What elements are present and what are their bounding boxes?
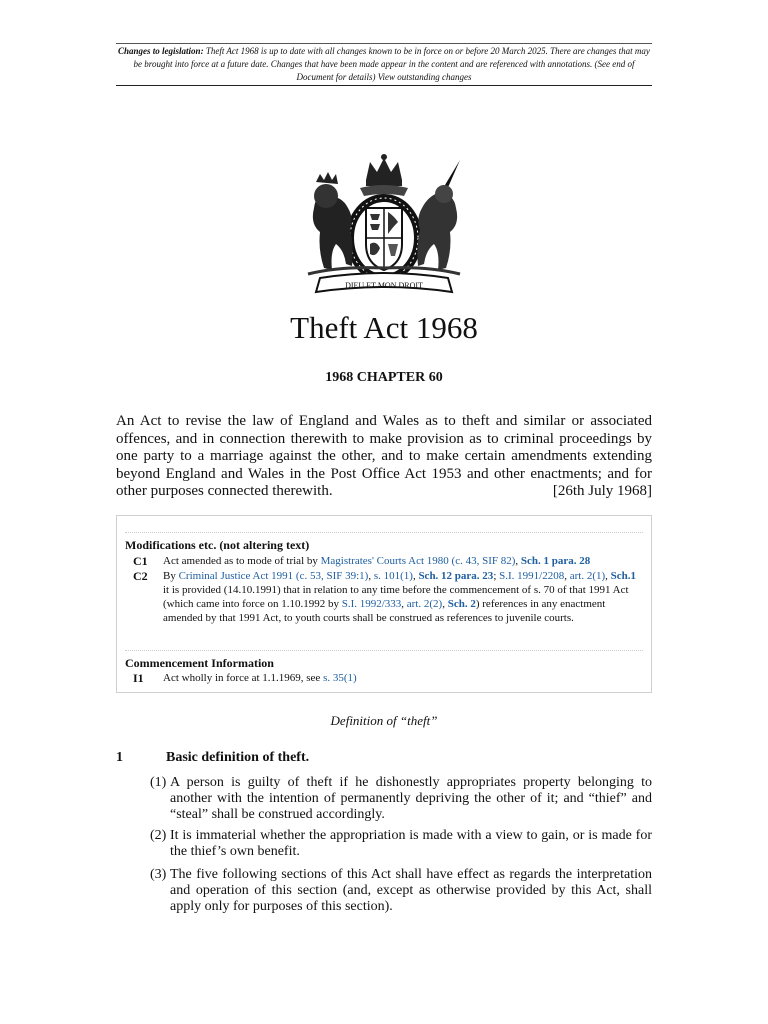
subsection — [150, 775, 652, 823]
changes-banner — [116, 43, 652, 86]
subsection-number: (1) — [150, 775, 167, 790]
modifications-heading: Modifications etc. (not altering text) — [125, 538, 310, 552]
subsection-text: The five following sections of this Act shall have effect as regards the interpretation and operation of this section (and, except as otherwise provided by this Act, shall apply only for purposes of this section). — [170, 867, 652, 914]
annotation-c1: C1 Act amended as to mode of trial by Magistrates' Courts Act 1980 (c. 43, SIF 82), Sch. 1 para. 28 — [133, 554, 591, 568]
chapter-number: 1968 CHAPTER 60 — [325, 370, 443, 385]
c2-link-si-1991-2208[interactable]: S.I. 1991/2208 — [499, 570, 565, 582]
c2-link-sch12-para23[interactable]: Sch. 12 para. 23 — [418, 570, 494, 582]
annotations-divider — [125, 650, 643, 651]
subsection-text: It is immaterial whether the appropriation is made with a view to gain, or is made for the thief’s own benefit. — [170, 828, 652, 859]
cross-heading: Definition of “theft” — [330, 713, 438, 728]
c1-link-magistrates-courts-act[interactable]: Magistrates' Courts Act 1980 (c. 43, SIF 82) — [320, 555, 516, 567]
subsection — [150, 828, 652, 860]
section-number: 1 — [116, 750, 123, 765]
c2-link-sch1[interactable]: Sch.1 — [610, 570, 637, 582]
crest-motto: DIEU ET MON DROIT — [345, 281, 423, 290]
long-title — [116, 413, 652, 501]
c2-link-art2-1[interactable]: art. 2(1) — [569, 570, 606, 582]
banner-text: Theft Act 1968 is up to date with all changes known to be in force on or before 20 March 2025. There are changes that may be brought into force at a future date. Changes that have been made appear in the content and are referenced with annotations. (See end of Document for details) — [133, 46, 650, 82]
c2-link-criminal-justice-act[interactable]: Criminal Justice Act 1991 (c. 53, SIF 39:1) — [178, 570, 369, 582]
c1-link-sch1-para28[interactable]: Sch. 1 para. 28 — [520, 555, 591, 567]
annotation-label-c2: C2 — [133, 569, 148, 583]
i1-link-s35[interactable]: s. 35(1) — [323, 672, 357, 684]
annotation-i1: I1 Act wholly in force at 1.1.1969, see s. 35(1) — [133, 671, 357, 685]
subsection — [150, 867, 652, 915]
annotation-c2: C2 By Criminal Justice Act 1991 (c. 53, SIF 39:1), s. 101(1), Sch. 12 para. 23; S.I. 1991/2208, art. 2(1), Sch.1 it is provided (14.10.1991) that in relation to any time before the commencement of s. 70 of that 1991 Act (which came into force on 1.10.1992 by S.I. 1992/333, art. 2(2), Sch. 2) references in any enactment amended by that 1991 Act, to youth courts shall be construed as references to juvenile courts. — [133, 569, 637, 624]
view-outstanding-changes-link[interactable]: View outstanding changes — [377, 72, 472, 82]
c2-link-sch2[interactable]: Sch. 2 — [447, 598, 476, 610]
section-title: Basic definition of theft. — [166, 750, 310, 765]
annotations-box — [116, 515, 652, 693]
long-title-text: An Act to revise the law of England and Wales as to theft and similar or associated offences, and in connection therewith to make provision as to criminal proceedings by one party to a marriage against the other, and to make certain amendments extending beyond England and Wales in the Post Office Act 1953 and other enactments; and for other purposes connected therewith. — [116, 413, 652, 499]
c2-link-art2-2[interactable]: art. 2(2) — [406, 598, 443, 610]
royal-coat-of-arms-icon — [300, 152, 468, 298]
annotation-label-c1: C1 — [133, 554, 148, 568]
c1-text: Act amended as to mode of trial by — [163, 555, 318, 567]
c2-link-s101[interactable]: s. 101(1) — [373, 570, 413, 582]
subsection-text: A person is guilty of theft if he dishonestly appropriates property belonging to another with the intention of permanently depriving the other of it; and “thief” and “steal” shall be construed accordingly. — [170, 775, 652, 822]
subsection-number: (3) — [150, 867, 167, 882]
banner-lead: Changes to legislation: — [118, 46, 204, 56]
royal-assent-date: [26th July 1968] — [552, 483, 652, 499]
commencement-heading: Commencement Information — [125, 656, 274, 670]
subsection-number: (2) — [150, 828, 167, 843]
annotation-label-i1: I1 — [133, 671, 144, 685]
act-title: Theft Act 1968 — [290, 310, 478, 345]
c2-link-si-1992-333[interactable]: S.I. 1992/333 — [341, 598, 402, 610]
annotations-divider — [125, 532, 643, 533]
